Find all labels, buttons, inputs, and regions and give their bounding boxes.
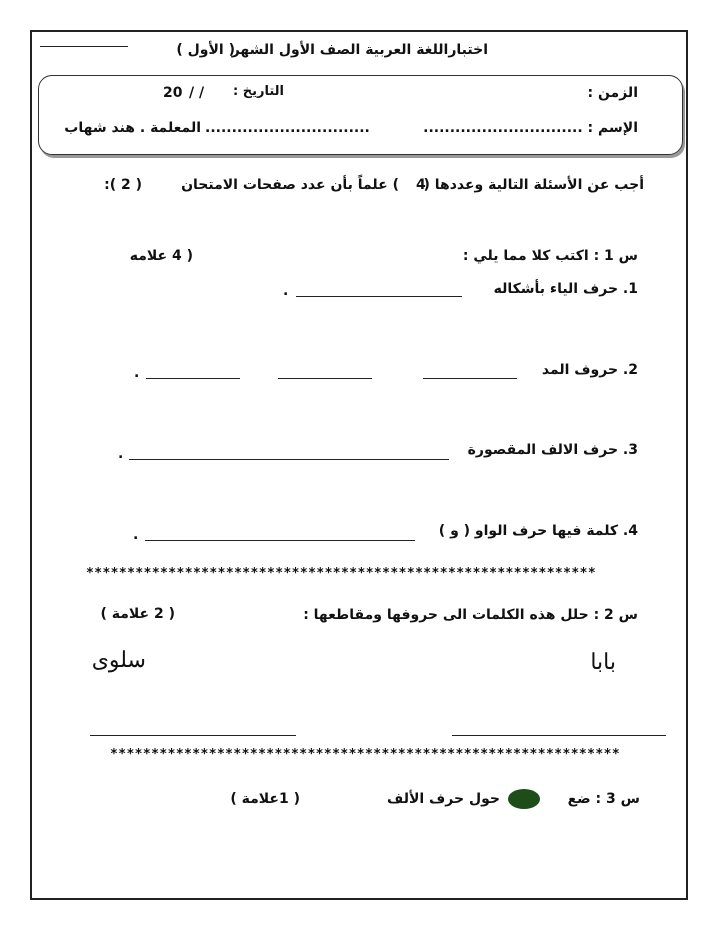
q3-instruction: حول حرف الألف	[387, 791, 500, 807]
q1-answer-line-3[interactable]	[129, 459, 449, 460]
q1-item-3: 3. حرف الالف المقصورة	[467, 442, 638, 458]
q1-end-dot-1: .	[283, 283, 289, 299]
q1-answer-line-2b[interactable]	[278, 378, 372, 379]
date-label: التاريخ :	[233, 84, 284, 99]
pages-count: ( 2 ):	[104, 177, 142, 193]
q1-end-dot-4: .	[133, 527, 139, 543]
teacher-name: المعلمة . هند شهاب	[64, 120, 201, 136]
top-left-line	[40, 46, 128, 47]
green-oval-icon	[508, 789, 540, 809]
q1-end-dot-3: .	[118, 446, 124, 462]
q1-answer-line-2a[interactable]	[423, 378, 517, 379]
q1-answer-line-4[interactable]	[145, 540, 415, 541]
q1-mark: ( 4 علامه	[129, 248, 193, 264]
exam-title: اختباراللغة العربية الصف الأول الشهر	[231, 42, 488, 58]
time-label: الزمن :	[587, 85, 638, 101]
instructions-middle: ) علماً بأن عدد صفحات الامتحان	[181, 177, 399, 193]
name-field[interactable]: الإسم : ..............................	[423, 120, 638, 136]
q1-end-dot-2: .	[134, 365, 140, 381]
student-info-box	[38, 75, 683, 155]
q1-item-1: 1. حرف الياء بأشكاله	[493, 281, 638, 297]
teacher-dots: ...............................	[205, 120, 370, 136]
q1-answer-line-2c[interactable]	[146, 378, 240, 379]
q2-mark: ( 2 علامة )	[100, 606, 175, 622]
q2-word-1: بابا	[590, 650, 616, 675]
q2-answer-line-2[interactable]	[90, 735, 296, 736]
q3-mark: ( 1علامة )	[230, 791, 300, 807]
date-slashes: / /	[189, 85, 205, 101]
q1-item-4: 4. كلمة فيها حرف الواو ( و )	[438, 523, 638, 539]
date-year: 20	[163, 85, 183, 101]
q2-word-2: سلوى	[91, 648, 146, 673]
q1-item-2: 2. حروف المد	[541, 362, 638, 378]
separator-stars-1: **************************************************************	[86, 566, 597, 581]
q1-answer-line-1[interactable]	[296, 296, 462, 297]
q3-label: س 3 : ضع	[567, 791, 640, 807]
separator-stars-2: **************************************************************	[110, 747, 621, 762]
q2-label: س 2 : حلل هذه الكلمات الى حروفها ومقاطعها :	[303, 607, 638, 623]
exam-month: ( الأول )	[176, 42, 235, 58]
questions-count: 4	[416, 177, 426, 193]
exam-sheet-border	[30, 30, 688, 900]
q2-answer-line-1[interactable]	[452, 735, 666, 736]
q1-label: س 1 : اكتب كلا مما يلي :	[462, 248, 638, 264]
instructions-text: أجب عن الأسئلة التالية وعددها (	[423, 177, 644, 193]
